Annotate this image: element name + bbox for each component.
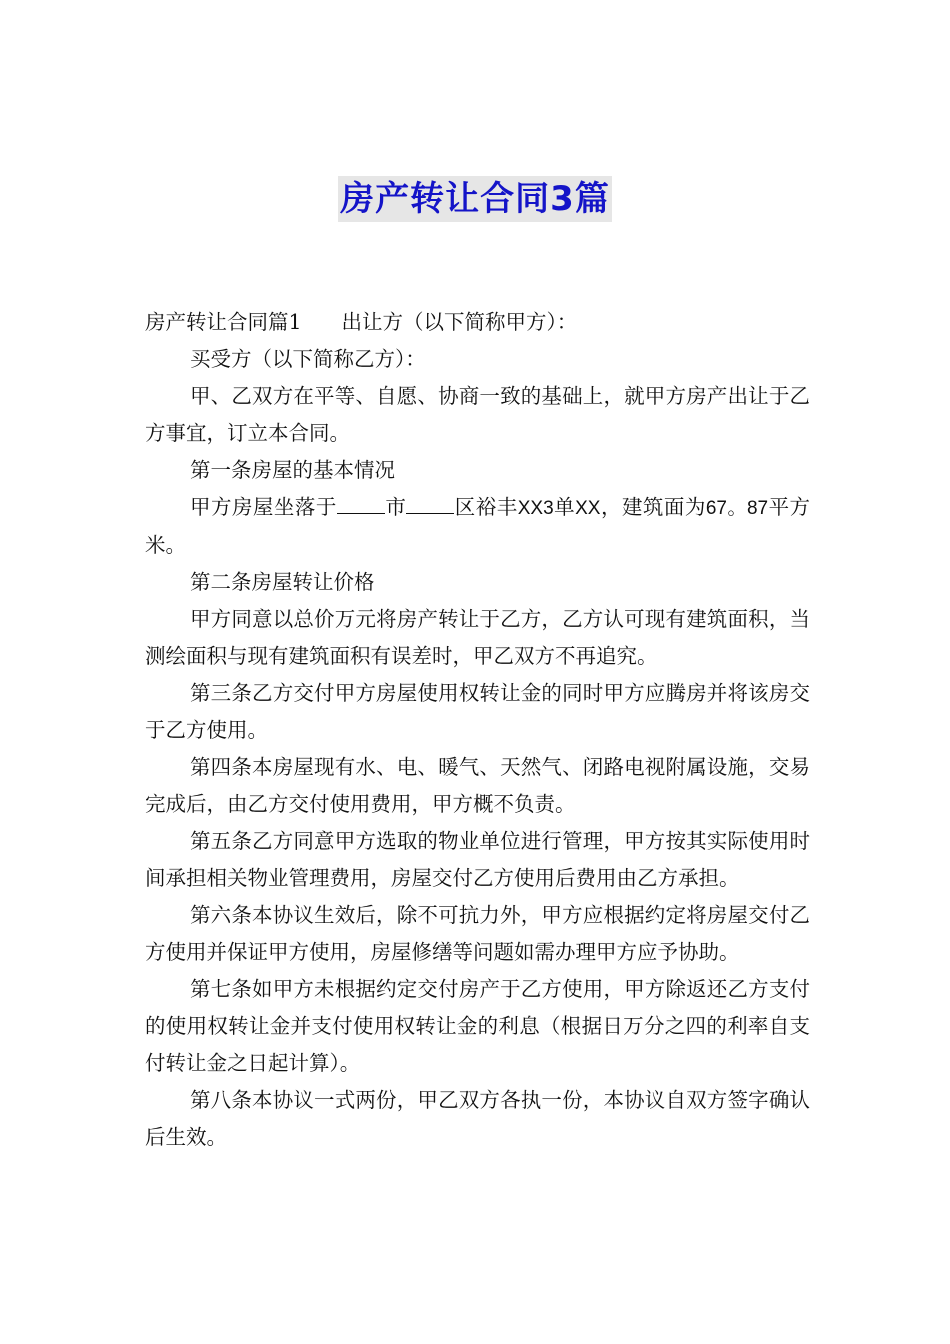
article5-paragraph: 第五条乙方同意甲方选取的物业单位进行管理，甲方按其实际使用时间承担相关物业管理费用，房屋交付乙方使用后费用由乙方承担。 [145, 829, 810, 890]
article8-paragraph: 第八条本协议一式两份，甲乙双方各执一份，本协议自双方签字确认后生效。 [145, 1088, 810, 1149]
article1-heading: 第一条房屋的基本情况 [190, 458, 395, 482]
article2-text: 甲方同意以总价万元将房产转让于乙方，乙方认可现有建筑面积，当测绘面积与现有建筑面积有误差时，甲乙双方不再追究。 [145, 607, 810, 668]
contract-header-line [145, 304, 810, 341]
document-body [145, 304, 810, 1156]
article2-heading: 第二条房屋转让价格 [190, 570, 375, 594]
intro-paragraph: 甲、乙双方在平等、自愿、协商一致的基础上，就甲方房产出让于乙方事宜，订立本合同。 [145, 384, 810, 445]
document-title: 房产转让合同3篇 [338, 176, 612, 222]
title-container [0, 176, 950, 222]
article6-paragraph: 第六条本协议生效后，除不可抗力外，甲方应根据约定将房屋交付乙方使用并保证甲方使用，房屋修缮等问题如需办理甲方应予协助。 [145, 903, 810, 964]
article1-location: 甲方房屋坐落于 市 区裕丰XX3单XX，建筑面为67。87平方米。 [145, 495, 811, 557]
city-blank [337, 495, 385, 514]
article3-paragraph: 第三条乙方交付甲方房屋使用权转让金的同时甲方应腾房并将该房交于乙方使用。 [145, 681, 810, 742]
seller-line: 出让方（以下简称甲方）： [341, 310, 578, 334]
contract-label: 房产转让合同篇1 [145, 310, 302, 334]
district-blank [406, 495, 454, 514]
buyer-line: 买受方（以下简称乙方）： [190, 347, 426, 371]
article4-paragraph: 第四条本房屋现有水、电、暖气、天然气、闭路电视附属设施，交易完成后，由乙方交付使用费用，甲方概不负责。 [145, 755, 810, 816]
article7-paragraph: 第七条如甲方未根据约定交付房产于乙方使用，甲方除返还乙方支付的使用权转让金并支付使用权转让金的利息（根据日万分之四的利率自支付转让金之日起计算）。 [145, 977, 810, 1075]
